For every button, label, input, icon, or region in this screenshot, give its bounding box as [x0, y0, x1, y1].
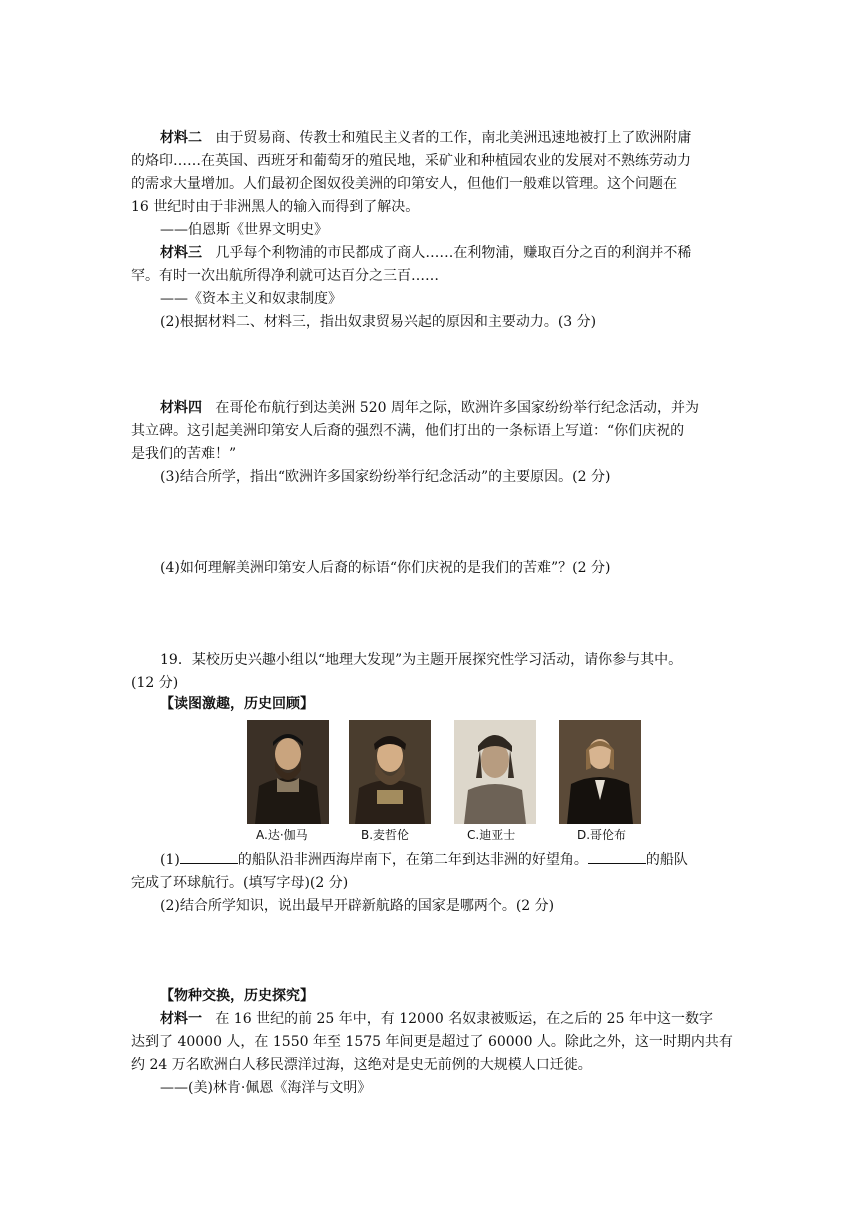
caption-b: B.麦哲伦	[361, 828, 410, 842]
text: 在 16 世纪的前 25 年中，有 12000 名奴隶被贩运，在之后的 25 年中这一数字	[215, 1011, 713, 1027]
line	[131, 420, 684, 442]
question	[160, 466, 610, 488]
question	[160, 895, 554, 917]
text: 19．某校历史兴趣小组以“地理大发现”为主题开展探究性学习活动，请你参与其中。	[160, 652, 683, 668]
source	[160, 219, 328, 241]
text: (3)结合所学，指出“欧洲许多国家纷纷举行纪念活动”的主要原因。(2 分)	[160, 469, 611, 485]
portrait-b	[349, 720, 431, 824]
portrait-c	[454, 720, 536, 824]
text: (2)结合所学知识，说出最早开辟新航路的国家是哪两个。(2 分)	[160, 898, 555, 914]
caption-c: C.迪亚士	[467, 828, 516, 842]
text: 的需求大量增加。人们最初企图奴役美洲的印第安人，但他们一般难以管理。这个问题在	[131, 176, 677, 192]
portrait-d	[559, 720, 641, 824]
line	[131, 443, 236, 465]
line	[131, 672, 178, 694]
text: (2)根据材料二、材料三，指出奴隶贸易兴起的原因和主要动力。(3 分)	[160, 314, 597, 330]
line	[131, 173, 677, 195]
text: ——《资本主义和奴隶制度》	[160, 291, 342, 307]
text: 【读图激趣，历史回顾】	[160, 696, 314, 712]
line	[160, 242, 691, 264]
text: 的船队	[645, 852, 688, 868]
line	[131, 196, 419, 218]
section-heading	[160, 693, 314, 715]
question	[160, 311, 596, 333]
material-label: 材料三	[160, 245, 202, 261]
text: 由于贸易商、传教士和殖民主义者的工作，南北美洲迅速地被打上了欧洲附庸	[215, 130, 692, 146]
text: (4)如何理解美洲印第安人后裔的标语“你们庆祝的是我们的苦难”？(2 分)	[160, 560, 611, 576]
text: (1)	[160, 852, 180, 868]
text: 的船队沿非洲西海岸南下，在第二年到达非洲的好望角。	[237, 852, 588, 868]
source	[160, 288, 342, 310]
text: (12 分)	[131, 675, 179, 691]
section-heading	[160, 985, 314, 1007]
text: 完成了环球航行。(填写字母)(2 分)	[131, 875, 349, 891]
line	[131, 1031, 733, 1053]
text: 16 世纪时由于非洲黑人的输入而得到了解决。	[131, 199, 420, 215]
question	[160, 649, 682, 671]
text: 达到了 40000 人，在 1550 年至 1575 年间更是超过了 60000 人。除此之外，这一时期内共有	[131, 1034, 733, 1050]
material-label: 材料四	[160, 400, 202, 416]
question	[160, 849, 688, 871]
portrait-a	[247, 720, 329, 824]
question	[160, 557, 610, 579]
line	[160, 127, 691, 149]
line	[131, 150, 691, 172]
text: 罕。有时一次出航所得净利就可达百分之三百……	[131, 268, 439, 284]
text: 是我们的苦难！”	[131, 446, 237, 462]
text: 的烙印……在英国、西班牙和葡萄牙的殖民地，采矿业和种植园农业的发展对不熟练劳动力	[131, 153, 691, 169]
caption-a: A.达·伽马	[256, 828, 308, 842]
material-label: 材料二	[160, 130, 202, 146]
text: 在哥伦布航行到达美洲 520 周年之际，欧洲许多国家纷纷举行纪念活动，并为	[215, 400, 699, 416]
line	[131, 1054, 592, 1076]
answer-blank[interactable]	[588, 849, 646, 864]
line	[160, 397, 699, 419]
line	[160, 1008, 713, 1030]
line	[131, 265, 439, 287]
material-label: 材料一	[160, 1011, 202, 1027]
answer-blank[interactable]	[180, 849, 238, 864]
text: 几乎每个利物浦的市民都成了商人……在利物浦，赚取百分之百的利润并不稀	[215, 245, 692, 261]
text: 【物种交换，历史探究】	[160, 988, 314, 1004]
text: ——(美)林肯·佩恩《海洋与文明》	[160, 1080, 372, 1096]
source	[160, 1077, 371, 1099]
text: ——伯恩斯《世界文明史》	[160, 222, 328, 238]
line	[131, 872, 348, 894]
text: 约 24 万名欧洲白人移民漂洋过海，这绝对是史无前例的大规模人口迁徙。	[131, 1057, 592, 1073]
text: 其立碑。这引起美洲印第安人后裔的强烈不满，他们打出的一条标语上写道：“你们庆祝的	[131, 423, 685, 439]
caption-d: D.哥伦布	[577, 828, 627, 842]
